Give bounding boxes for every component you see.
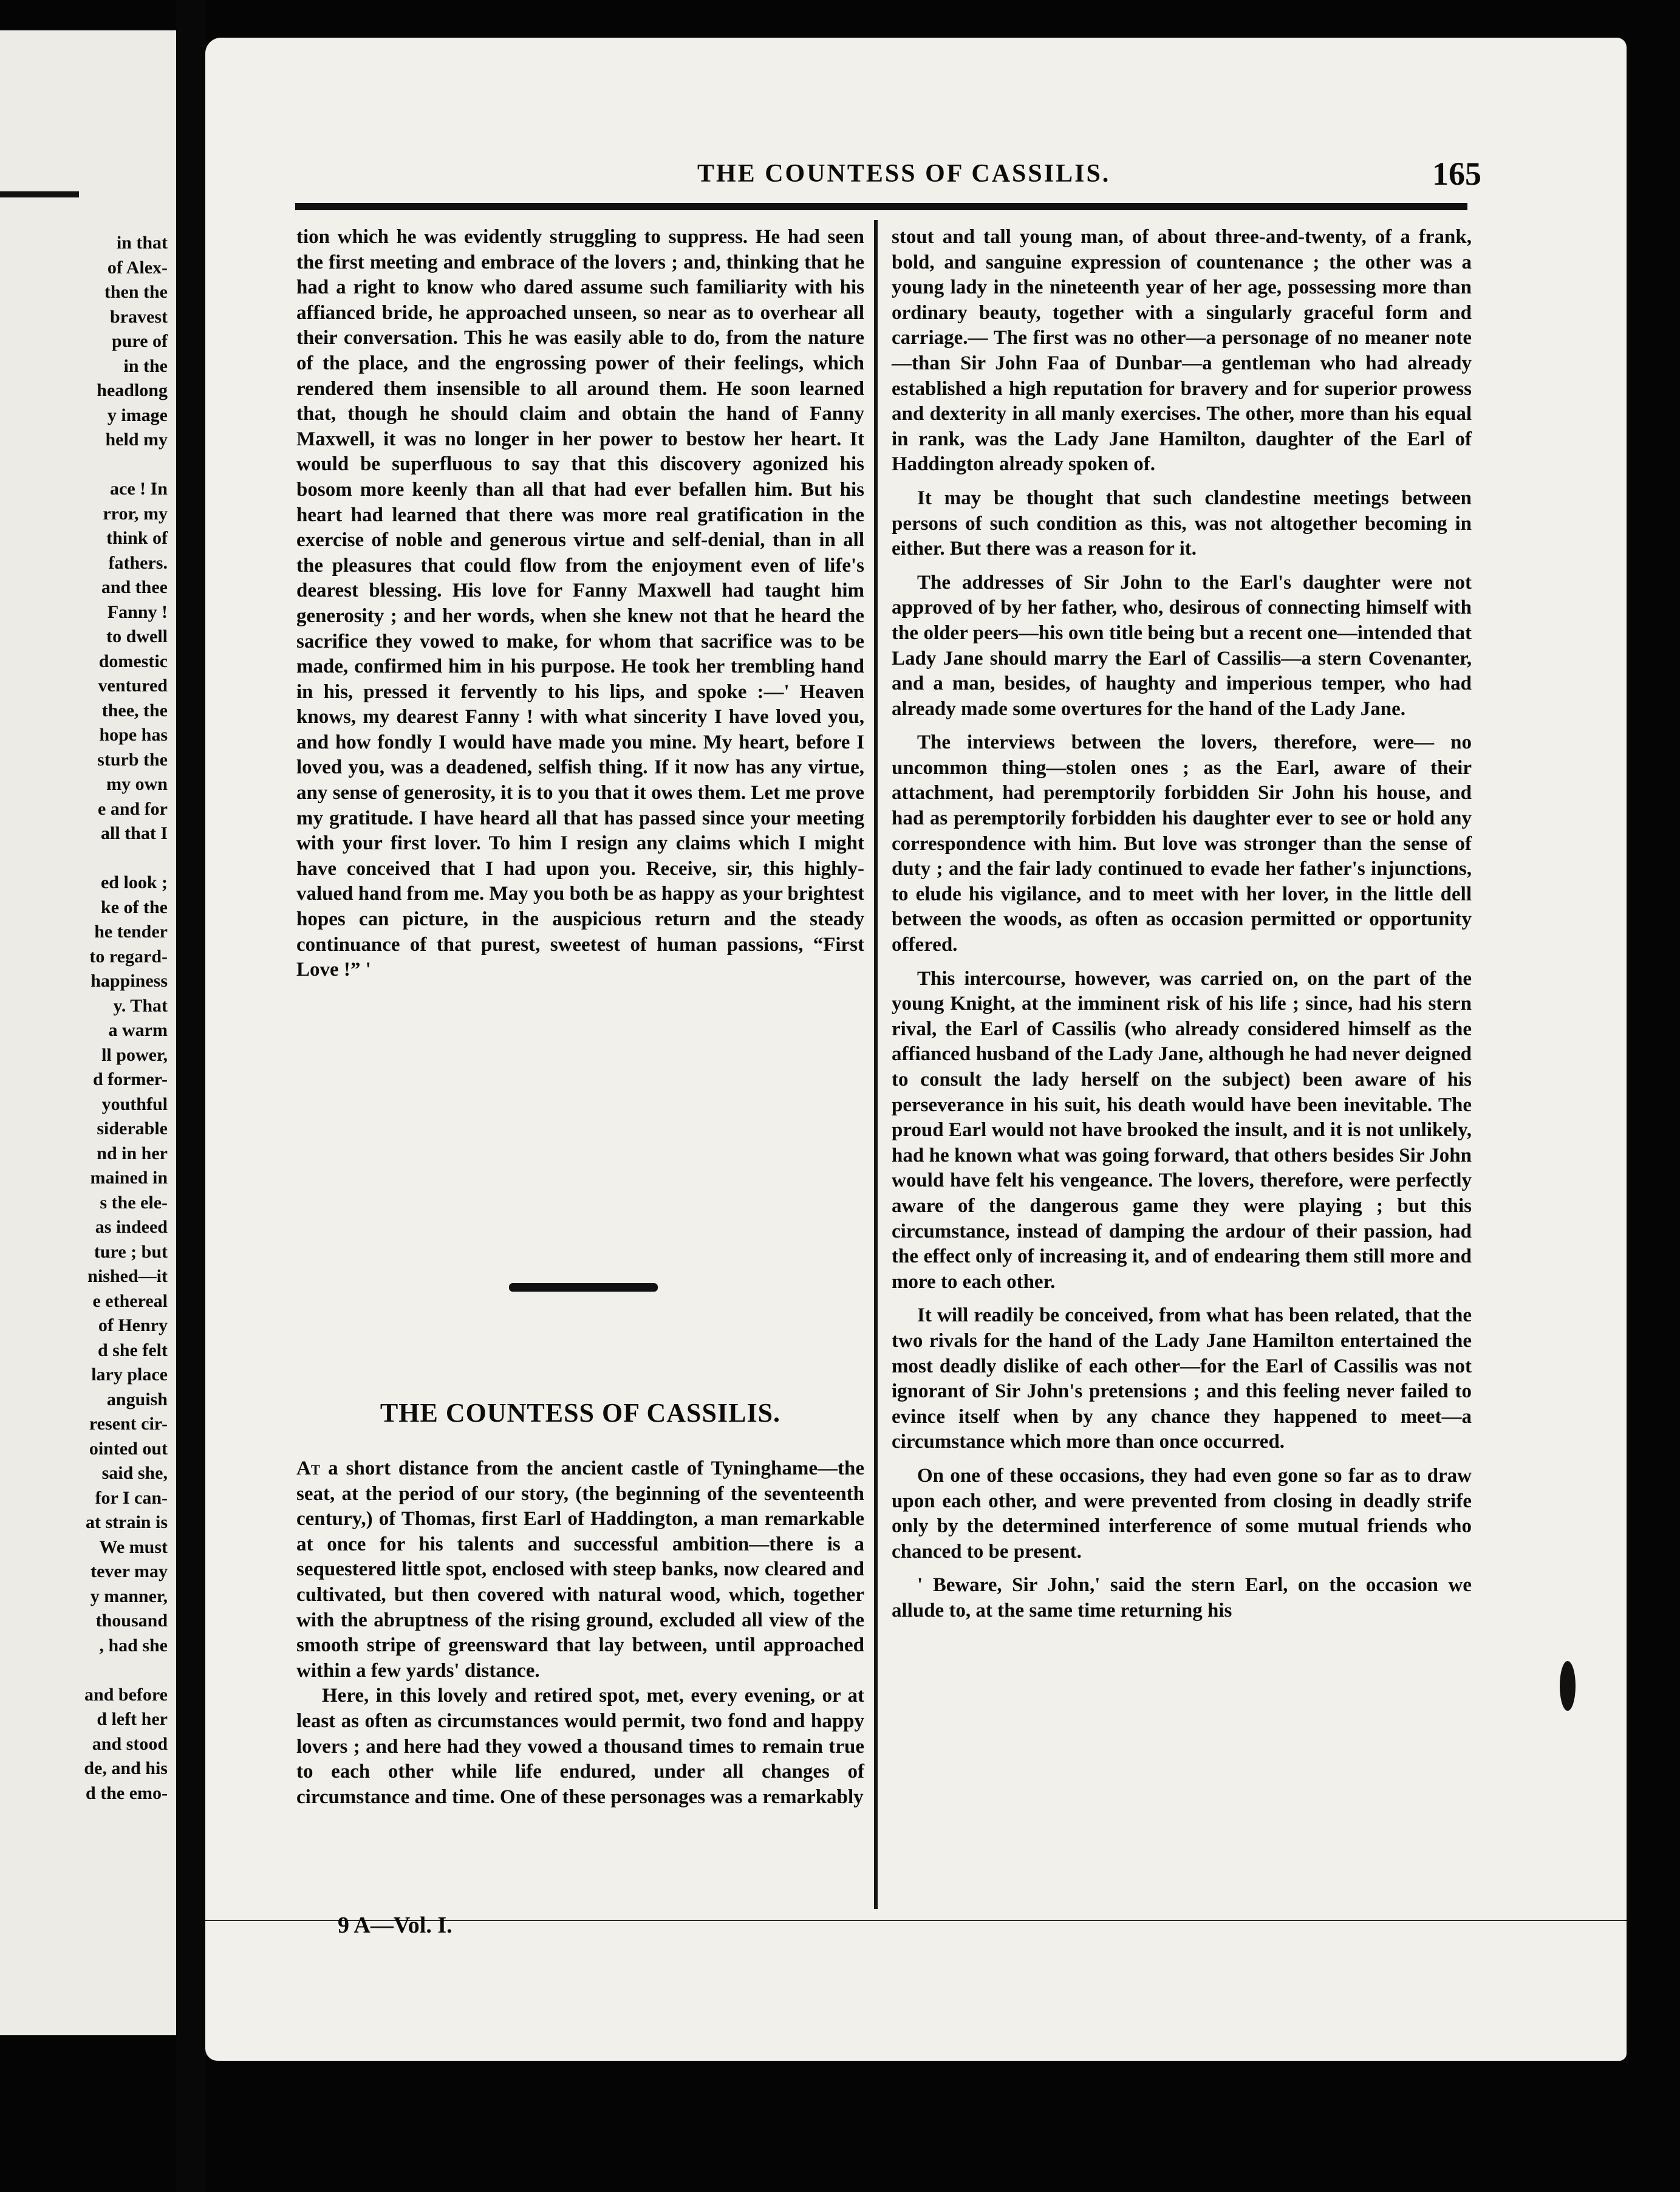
facing-page-line: y. That [113, 995, 168, 1016]
facing-page-line [0, 846, 168, 871]
facing-page-line: d left her [97, 1709, 168, 1729]
facing-page-line: in the [123, 355, 168, 376]
facing-page-line: nd in her [97, 1143, 168, 1163]
section-divider-ornament [509, 1283, 658, 1292]
running-head: THE COUNTESS OF CASSILIS. [697, 160, 1111, 188]
article-paragraph [296, 1456, 864, 1683]
facing-page-rule [0, 191, 79, 197]
column-divider [874, 220, 878, 1909]
facing-page-line [0, 1658, 168, 1683]
facing-page-line: resent cir- [89, 1414, 168, 1434]
facing-page-line: happiness [90, 971, 168, 991]
facing-page-line: tever may [90, 1561, 168, 1581]
article-paragraph: It may be thought that such clandestine meetings between persons of such condition as this, was not altogether becoming in either. But there was a reason for it. [892, 487, 1472, 560]
facing-page-line: sturb the [97, 749, 168, 770]
article-opening [296, 1456, 864, 1810]
facing-page-line: youthful [101, 1094, 168, 1114]
facing-page-line: held my [105, 430, 168, 450]
facing-page-line: siderable [97, 1118, 168, 1139]
facing-page-line: as indeed [95, 1217, 168, 1237]
header-rule [295, 203, 1467, 210]
article-paragraph: This intercourse, however, was carried on, on the part of the young Knight, at the imminent risk of his life ; since, had his stern rival, the Earl of Cassilis (who already considered himself as the affianced husband of the Lady Jane, although he had never deigned to consult the lady herself on the subject) been aware of his perseverance in his suit, his death would have been inevitable. The proud Earl would not have brooked the insult, and it is not unlikely, had he known what was going forward, that others besides Sir John would have felt his vengeance. The lovers, therefore, were perfectly aware of the dangerous game they were playing ; but this circumstance, instead of damping the ardour of their passion, had the effect only of increasing it, and of endearing them still more and more to each other. [892, 967, 1472, 1293]
facing-page-line: thee, the [101, 700, 168, 721]
facing-page-line: headlong [97, 380, 168, 400]
facing-page-line: We must [99, 1536, 168, 1557]
facing-page-line: domestic [98, 651, 168, 671]
facing-page-line: in that [116, 233, 168, 253]
facing-page-line: y image [107, 405, 168, 425]
facing-page-line: he tender [94, 922, 168, 942]
facing-page-line: , had she [99, 1635, 168, 1656]
article-paragraph: The addresses of Sir John to the Earl's daughter were not approved of by her father, who, desirous of connecting himself with the older peers—his own title being but a recent one—intended that Lady Jane should marry the Earl of Cassilis—a stern Covenanter, and a man, besides, of haughty and imperious temper, who had already made some overtures for the hand of the Lady Jane. [892, 571, 1472, 720]
facing-page-line: think of [106, 528, 168, 548]
ink-blot [1560, 1661, 1576, 1711]
facing-page-line: hope has [99, 725, 168, 745]
facing-page-line: to dwell [106, 626, 168, 646]
facing-page-line: and before [84, 1684, 168, 1705]
right-column [892, 225, 1472, 1623]
facing-page-line: ointed out [89, 1438, 168, 1459]
article-paragraph: stout and tall young man, of about three-and-twenty, of a frank, bold, and sanguine expression of countenance ; the other was a young lady in the nineteenth year of her age, possessing more than ordinary beauty, together with a singularly graceful form and carriage.— The first was no other—a personage of no meaner note —than Sir John Faa of Dunbar—a gentleman who had already established a high reputation for bravery and for superior prowess and dexterity in all manly exercises. The other, more than his equal in rank, was the Lady Jane Hamilton, daughter of the Earl of Haddington already spoken of. [892, 226, 1472, 476]
book-gutter [176, 0, 205, 2192]
facing-page-line: for I can- [95, 1487, 168, 1508]
facing-page-line: d the emo- [86, 1783, 168, 1803]
facing-page-line: Fanny ! [107, 601, 168, 622]
facing-page-text [0, 231, 168, 1806]
facing-page-line: anguish [106, 1389, 168, 1409]
facing-page-line: pure of [112, 331, 168, 351]
facing-page-line: bravest [110, 306, 168, 327]
facing-page-line: mained in [90, 1168, 168, 1188]
facing-page-line: ventured [98, 676, 168, 696]
facing-page-line: y manner, [90, 1586, 168, 1606]
story-conclusion-paragraph: tion which he was evidently struggling to suppress. He had seen the first meeting and embrace of the lovers ; and, thinking that he had a right to know who dared assume such familiarity with his affianced bride, he approached unseen, so near as to overhear all their conversation. This he was easily able to do, from the nature of the place, and the engrossing power of their feelings, which rendered them insensible to all around them. He soon learned that, though he should claim and obtain the hand of Fanny Maxwell, it was no longer in her power to bestow her heart. It would be superfluous to say that this discovery agonized his bosom more keenly than all that had ever befallen him. But his heart had learned that there was more real gratification in the exercise of noble and generous virtue and self-denial, than in all the pleasures that could flow from the enjoyment even of life's dearest blessing. His love for Fanny Maxwell had taught him generosity ; and her words, when she knew not that he heard the sacrifice they vowed to make, for whom that sacrifice was to be made, confirmed him in his purpose. He took her trembling hand in his, pressed it fervently to his lips, and spoke :—' Heaven knows, my dearest Fanny ! with what sincerity I have loved you, and how fondly I would have made you mine. My heart, before I loved you, was a deadened, selfish thing. If it now has any virtue, any sense of generosity, it is to you that it owes them. Let me prove my gratitude. I have heard all that has passed since your meeting with your first lover. To him I resign any claims which I might have conceived that I had upon you. Receive, sir, this highly-valued hand from me. May you both be as happy as your brightest hopes can picture, in the auspicious return and the steady continuance of that purest, sweetest of human passions, “First Love !” ' [296, 226, 864, 981]
facing-page-line: ace ! In [110, 479, 168, 499]
facing-page-line: lary place [91, 1365, 168, 1385]
facing-page-line: rror, my [103, 503, 168, 524]
facing-page-line: ture ; but [94, 1241, 168, 1262]
book-page [205, 38, 1627, 2061]
article-title: THE COUNTESS OF CASSILIS. [380, 1398, 781, 1428]
facing-page-line: ke of the [101, 897, 168, 917]
facing-page-line: e and for [98, 798, 168, 819]
article-paragraph: On one of these occasions, they had even gone so far as to draw upon each other, and were prevented from closing in deadly strife only by the determined interference of some mutual friends who chanced to be present. [892, 1464, 1472, 1563]
signature-mark: 9 A—Vol. I. [338, 1913, 452, 1938]
article-paragraph: ' Beware, Sir John,' said the stern Earl, on the occasion we allude to, at the same time returning his [892, 1574, 1472, 1622]
article-lead-word: At [296, 1457, 321, 1479]
facing-page-line: e ethereal [92, 1290, 168, 1311]
facing-page-line: ed look ; [100, 872, 168, 892]
facing-page-line: nished—it [87, 1266, 168, 1286]
article-paragraph: Here, in this lovely and retired spot, met, every evening, or at least as often as circumstances would permit, two fond and happy lovers ; and here had they vowed a thousand times to remain true to each other while life endured, under all changes of circumstance and time. One of these personages was a remarkably [296, 1685, 864, 1808]
left-column-continued-story [296, 225, 864, 983]
facing-page-line: said she, [101, 1463, 168, 1483]
facing-page-line: thousand [95, 1611, 168, 1631]
article-paragraph: It will readily be conceived, from what has been related, that the two rivals for the hand of the Lady Jane Hamilton entertained the most deadly dislike of each other—for the Earl of Cassilis was not ignorant of Sir John's pretensions ; and this feeling never failed to evince itself when by any chance they happened to meet—a circumstance which more than once occurred. [892, 1304, 1472, 1453]
facing-page-line: to regard- [89, 946, 168, 967]
facing-page-line: and stood [92, 1733, 168, 1754]
facing-page-line: a warm [108, 1020, 168, 1040]
facing-page-line: de, and his [84, 1758, 168, 1778]
facing-page-line: fathers. [108, 552, 168, 573]
facing-page-line: my own [106, 774, 168, 794]
facing-page-line: at strain is [86, 1512, 168, 1532]
facing-page-line: and thee [101, 577, 168, 597]
facing-page-line: of Henry [98, 1315, 168, 1335]
article-paragraph: The interviews between the lovers, therefore, were— no uncommon thing—stolen ones ; as the Earl, aware of their attachment, had peremptorily forbidden Sir John his house, and had as peremptorily forbidden his daughter ever to see or hold any correspondence with him. But love was stronger than the sense of duty ; and the fair lady continued to evade her father's injunctions, to elude his vigilance, and to meet with her lover, in the little dell between the woods, as often as occasion permitted or opportunity offered. [892, 731, 1472, 956]
facing-page-line: all that I [100, 823, 168, 843]
article-paragraph-text: a short distance from the ancient castle of Tyninghame—the seat, at the period of our story, (the beginning of the seventeenth century,) of Thomas, first Earl of Haddington, a man remarkable at once for his talents and successful ambition—there is a sequestered little spot, enclosed with steep banks, now cleared and cultivated, but then covered with natural wood, which, together with the abruptness of the rising ground, excluded all view of the smooth stripe of greensward that lay between, until approached within a few yards' distance. [296, 1457, 865, 1682]
facing-page-line: s the ele- [100, 1192, 168, 1213]
facing-page-line: of Alex- [107, 257, 168, 278]
facing-page-line: d she felt [98, 1340, 168, 1360]
facing-page-fragment [0, 30, 176, 2035]
page-number: 165 [1432, 156, 1481, 192]
facing-page-line: ll power, [101, 1044, 168, 1065]
facing-page-line: then the [104, 282, 168, 302]
facing-page-line: d former- [93, 1069, 168, 1089]
facing-page-line [0, 453, 168, 478]
